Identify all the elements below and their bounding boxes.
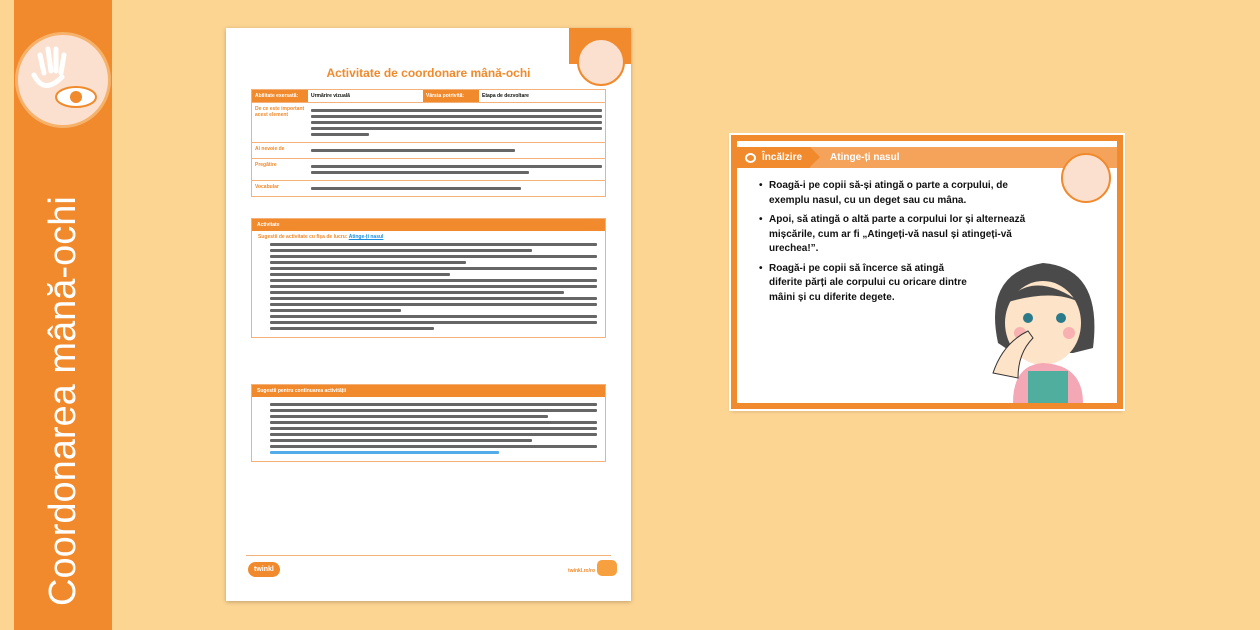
slide-step: Încălzire [762, 152, 803, 163]
activity-sub: Sugestii de activitate cu fișa de lucru: [258, 234, 348, 240]
hand-eye-icon [15, 32, 111, 128]
activity-section [251, 218, 606, 338]
row-label: Ai nevoie de [255, 146, 285, 152]
activity-header: Activitate [252, 219, 605, 231]
speech-bubble-icon [745, 153, 756, 163]
activity-link[interactable]: Atinge-ți nasul [348, 234, 384, 240]
footer-logo [597, 560, 617, 576]
continuation-header: Sugestii pentru continuarea activității [252, 385, 605, 397]
footer-link[interactable]: twinkl.ro/ro [568, 568, 595, 574]
girl-touching-nose-illustration [973, 253, 1113, 403]
list-item: • Apoi, să atingă o altă parte a corpului lor și alternează mișcările, cum ar fi „Atingeți-vă nasul și atingeți-vă urechea!”. [759, 213, 1029, 257]
document-preview [226, 28, 631, 601]
slide-header [737, 147, 1117, 168]
footer-divider [246, 555, 611, 556]
info-table [251, 89, 606, 197]
slide-preview [731, 135, 1123, 409]
age-label: Vârsta potrivită: [423, 90, 479, 102]
row-label: De ce este important acest element [255, 106, 305, 118]
hand-eye-icon [1061, 153, 1111, 203]
age-value: Etapa de dezvoltare [482, 93, 529, 99]
document-title: Activitate de coordonare mână-ochi [326, 66, 531, 80]
sidebar-title: Coordonarea mână-ochi [42, 196, 84, 606]
list-item: • Roagă-i pe copii să-și atingă o parte a corpului, de exemplu nasul, cu un deget sau cu mâna. [759, 179, 1029, 208]
row-label: Pregătire [255, 162, 277, 168]
row-label: Vocabular [255, 184, 279, 190]
skill-label: Abilitate exersată: [252, 90, 308, 102]
slide-title: Atinge-ți nasul [830, 152, 900, 163]
twinkl-logo: twinkl [248, 562, 280, 577]
list-item: • Roagă-i pe copii să încerce să atingă diferite părți ale corpului cu oricare dintre mâini și cu diferite degete. [759, 262, 974, 306]
skill-value: Urmărire vizuală [311, 93, 350, 99]
continuation-section [251, 384, 606, 462]
